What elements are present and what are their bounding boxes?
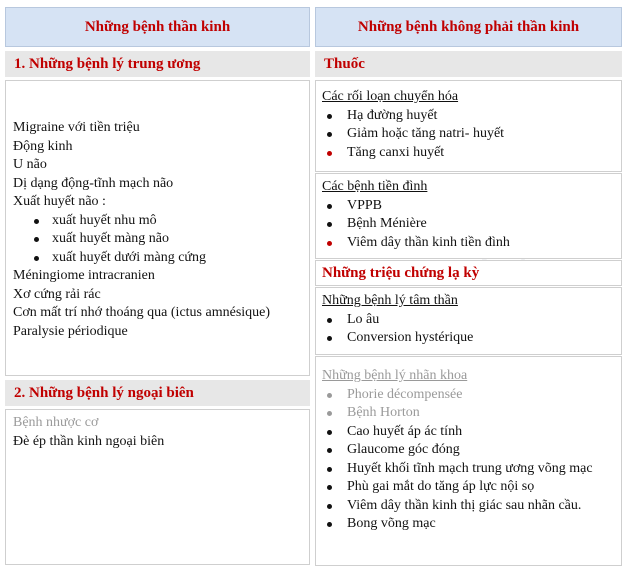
list-item: Viêm dây thần kinh thị giác sau nhãn cầu. <box>322 497 621 516</box>
list-item: Phorie décompensée <box>322 386 621 405</box>
list-item: Đè ép thần kinh ngoại biên <box>13 433 165 449</box>
list-item: Huyết khối tĩnh mạch trung ương võng mạc <box>322 460 621 479</box>
section-psychiatric <box>315 287 622 355</box>
list-item: Paralysie périodique <box>13 323 128 339</box>
section-metabolic <box>315 80 622 172</box>
list-item: Bệnh Ménière <box>322 215 621 234</box>
list-item: Phù gai mắt do tăng áp lực nội sọ <box>322 478 621 497</box>
list-item: Bong võng mạc <box>322 515 621 534</box>
section-peripheral-body <box>5 409 310 565</box>
metabolic-title: Các rối loạn chuyển hóa <box>322 89 459 104</box>
list-item: xuất huyết dưới màng cứng <box>6 249 309 268</box>
list-item: Tăng canxi huyết <box>322 144 621 163</box>
list-item: Dị dạng động-tĩnh mạch não <box>13 175 174 191</box>
list-item: Bệnh nhược cơ <box>13 415 99 430</box>
list-item: Viêm dây thần kinh tiền đình <box>322 234 621 253</box>
list-item: Hạ đường huyết <box>322 107 621 126</box>
section-vestibular <box>315 173 622 259</box>
list-item: Xơ cứng rải rác <box>13 286 101 302</box>
list-item: Cao huyết áp ác tính <box>322 423 621 442</box>
central-list-after <box>13 267 309 341</box>
section-ophthalmology <box>315 356 622 566</box>
list-item: Cơn mất trí nhớ thoáng qua (ictus amnésique) <box>13 305 271 320</box>
psychiatric-list <box>322 311 621 348</box>
list-item: U não <box>13 157 47 172</box>
list-item: xuất huyết nhu mô <box>6 212 309 231</box>
list-item: Bệnh Horton <box>322 404 621 423</box>
list-item: xuất huyết màng não <box>6 230 309 249</box>
header-right <box>315 7 622 47</box>
list-item: Méningiome intracranien <box>13 268 155 283</box>
list-item: Giảm hoặc tăng natri- huyết <box>322 125 621 144</box>
ophthalmology-list <box>322 386 621 534</box>
list-item: Migraine với tiền triệu <box>13 120 140 135</box>
psychiatric-title: Những bệnh lý tâm thần <box>322 293 458 308</box>
list-item: Động kinh <box>13 138 73 154</box>
list-item: Xuất huyết não : <box>13 194 106 209</box>
section-central-title: 1. Những bệnh lý trung ương <box>5 51 310 77</box>
header-left <box>5 7 310 47</box>
section-central-body <box>5 80 310 376</box>
section-drugs-title: Thuốc <box>315 51 622 77</box>
ophthalmology-title: Những bệnh lý nhãn khoa <box>322 368 468 383</box>
header-left-title: Những bệnh thần kinh <box>84 18 231 35</box>
central-list <box>13 119 309 212</box>
hemorrhage-sublist <box>6 212 309 268</box>
list-item: Conversion hystérique <box>322 329 621 348</box>
vestibular-list <box>322 197 621 253</box>
list-item: VPPB <box>322 197 621 216</box>
list-item: Glaucome góc đóng <box>322 441 621 460</box>
header-right-title: Những bệnh không phải thần kinh <box>357 18 580 35</box>
list-item: Lo âu <box>322 311 621 330</box>
section-peripheral-title: 2. Những bệnh lý ngoại biên <box>5 380 310 406</box>
vestibular-title: Các bệnh tiền đình <box>322 179 428 194</box>
section-atypical-title: Những triệu chứng lạ kỳ <box>315 260 622 286</box>
metabolic-list <box>322 107 621 163</box>
